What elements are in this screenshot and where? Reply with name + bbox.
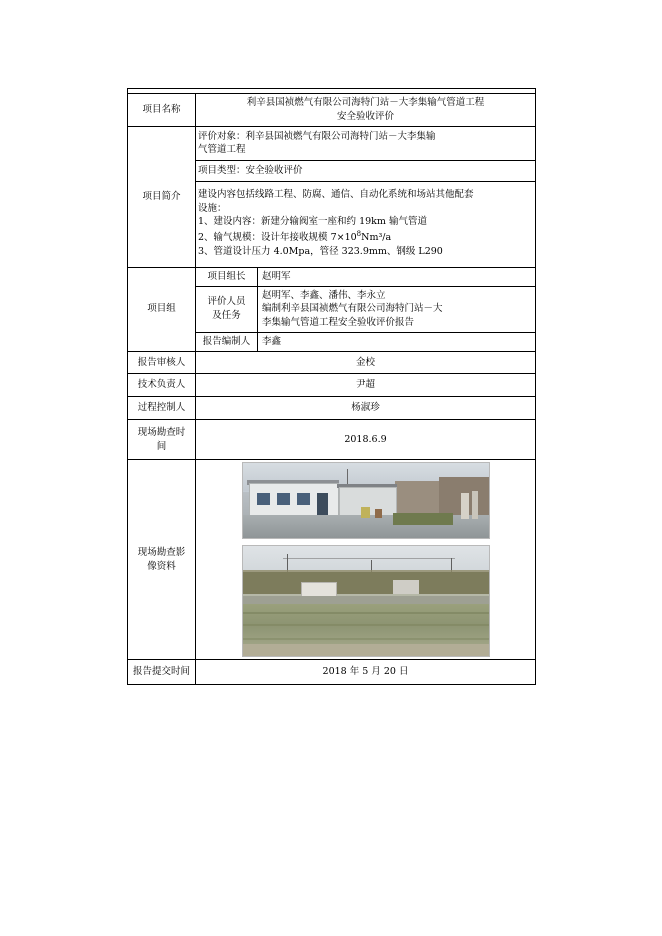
brief-content xyxy=(196,182,535,267)
survey-photos-label-line2: 像资料 xyxy=(147,560,176,572)
brief-object-line2: 气管道工程 xyxy=(198,144,246,156)
reviewer-label: 报告审核人 xyxy=(128,351,196,374)
tech-lead-value: 尹超 xyxy=(196,374,536,397)
survey-photos-label xyxy=(128,460,196,660)
brief-item-2-sup: 8 xyxy=(356,230,362,239)
survey-time-label-line2: 间 xyxy=(156,440,167,452)
process-control-label: 过程控制人 xyxy=(128,397,196,420)
survey-time-row xyxy=(128,419,536,460)
team-members-line2: 编制利辛县国祯燃气有限公司海特门站－大 xyxy=(262,303,443,315)
site-photo-station-yard xyxy=(242,462,490,539)
report-cover-table xyxy=(127,88,536,685)
project-brief-row xyxy=(128,126,536,267)
team-leader-row xyxy=(128,267,536,286)
brief-content-line2: 设施： xyxy=(198,202,227,214)
survey-time-value: 2018.6.9 xyxy=(196,419,536,460)
photo-foreground-soil xyxy=(243,644,489,656)
team-leader-label: 项目组长 xyxy=(196,267,258,286)
project-name-row xyxy=(128,94,536,127)
process-control-value: 杨淑珍 xyxy=(196,397,536,420)
team-members-line1: 赵明军、李鑫、潘伟、李永立 xyxy=(262,289,386,301)
photo-window-3 xyxy=(297,493,310,505)
photo-field-building-2 xyxy=(393,580,419,594)
photo-crop-row-3 xyxy=(243,638,489,640)
photo-window-1 xyxy=(257,493,270,505)
photo-treeline xyxy=(243,572,489,594)
report-writer-label: 报告编制人 xyxy=(196,332,258,351)
brief-item-3: 3、管道设计压力 4.0Mpa，管径 323.9mm、钢级 L290 xyxy=(198,246,443,258)
report-writer-value: 李鑫 xyxy=(258,332,536,351)
survey-photos-cell xyxy=(196,460,536,660)
project-name-line2: 安全验收评价 xyxy=(336,110,394,122)
photo-yard-object-1 xyxy=(361,507,370,518)
process-control-row xyxy=(128,397,536,420)
photo-yard-object-2 xyxy=(375,509,382,518)
photo-yard-object-4 xyxy=(472,491,478,519)
photo-yard-object-3 xyxy=(461,493,469,519)
brief-type xyxy=(196,161,535,182)
project-brief-value xyxy=(196,126,536,267)
survey-time-label-line1: 现场勘查时 xyxy=(137,426,186,438)
brief-item-1: 1、建设内容：新建分输阀室一座和约 19km 输气管道 xyxy=(198,216,427,228)
survey-time-label xyxy=(128,419,196,460)
photo-power-wire xyxy=(283,558,455,559)
survey-photos-row xyxy=(128,460,536,660)
team-members-value xyxy=(258,286,536,332)
brief-item-2-pre: 2、输气规模：设计年接收规模 7×10 xyxy=(198,232,357,244)
photo-window-2 xyxy=(277,493,290,505)
brief-item-2 xyxy=(198,229,533,245)
team-members-line3: 李集输气管道工程安全验收评价报告 xyxy=(262,317,415,329)
project-name-label: 项目名称 xyxy=(128,94,196,127)
project-name-value xyxy=(196,94,536,127)
submit-time-row xyxy=(128,660,536,685)
photo-grass-patch xyxy=(393,513,453,525)
team-members-label xyxy=(196,286,258,332)
photo-door xyxy=(317,493,328,515)
submit-time-value: 2018 年 5 月 20 日 xyxy=(196,660,536,685)
team-leader-value: 赵明军 xyxy=(258,267,536,286)
team-members-label-line1: 评价人员 xyxy=(207,296,246,308)
reviewer-value: 金校 xyxy=(196,351,536,374)
brief-item-2-post: Nm³/a xyxy=(361,232,392,244)
survey-photos-label-line1: 现场勘查影 xyxy=(137,547,186,559)
photo-crop-row-1 xyxy=(243,612,489,614)
project-brief-label: 项目简介 xyxy=(128,126,196,267)
tech-lead-label: 技术负责人 xyxy=(128,374,196,397)
reviewer-row xyxy=(128,351,536,374)
team-members-label-line2: 及任务 xyxy=(212,310,241,322)
brief-type-line: 项目类型：安全验收评价 xyxy=(198,165,303,177)
photo-crop-row-2 xyxy=(243,624,489,626)
submit-time-label: 报告提交时间 xyxy=(128,660,196,685)
team-label: 项目组 xyxy=(128,267,196,351)
project-name-line1: 利辛县国祯燃气有限公司海特门站－大李集输气管道工程 xyxy=(246,97,485,108)
brief-object xyxy=(196,127,535,162)
brief-object-line1: 评价对象：利辛县国祯燃气有限公司海特门站－大李集输 xyxy=(198,130,436,142)
site-photo-pipeline-field xyxy=(242,545,490,657)
brief-content-line1: 建设内容包括线路工程、防腐、通信、自动化系统和场站其他配套 xyxy=(198,188,474,200)
tech-lead-row xyxy=(128,374,536,397)
